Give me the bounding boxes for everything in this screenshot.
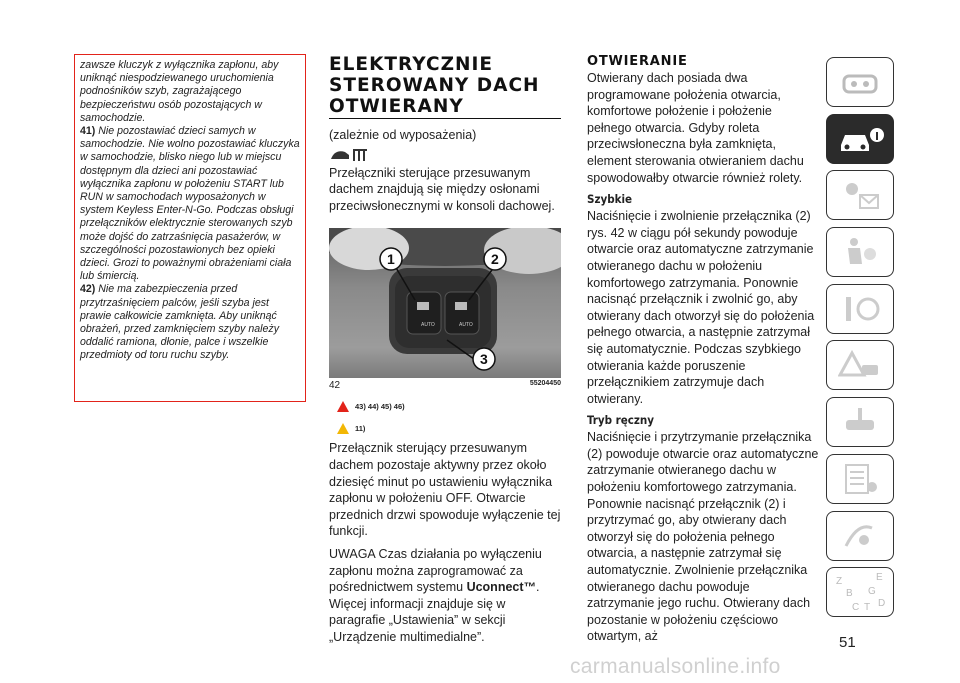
tab-emergency[interactable] — [826, 340, 894, 390]
paragraph: Przełącznik sterujący przesuwanym dachem pozostaje aktywny przez około dziesięć minut po ustawieniu wyłącznika zapłonu w położeniu OFF. Otwarcie przednich drzwi spowoduje wyłączenie tej funkcji. — [329, 441, 561, 539]
car-dashboard-icon — [838, 66, 882, 98]
subheading: Tryb ręczny — [587, 413, 655, 428]
warning-triangle-car-icon — [838, 347, 882, 383]
intro-text: Otwierany dach posiada dwa programowane położenia otwarcia, komfortowe położenie i położenie pełnego otwarcia. Gdyby roleta przeciwsłoneczna była zamknięta, element sterowania otwieraniem dachu spowodowałby otwarcie również rolety. — [587, 71, 804, 185]
tab-index[interactable] — [826, 567, 894, 617]
chapter-tabs — [826, 57, 896, 624]
tab-lights[interactable] — [826, 170, 894, 220]
note-refs — [337, 420, 561, 436]
title-line: OTWIERANY — [329, 96, 464, 117]
warning-box — [74, 54, 306, 402]
caution-triangle-icon — [337, 423, 349, 434]
title-rule — [329, 118, 561, 119]
index-letter: T — [864, 602, 871, 614]
paragraph: Naciśnięcie i zwolnienie przełącznika (2) rys. 42 w ciągu pół sekundy powoduje otwarcie oraz automatyczne zatrzymanie otwieranego dachu w położeniu komfortowego zatrzymania. Ponownie nacisnąć przełącznik i zwolnić go, aby otwierany dach otworzył się do położenia pełnego otwarcia, a następnie zatrzymał się automatycznie. Podczas szybkiego otwierania każde poruszenie przełącznikiem zatrzymuje dach otwierany. — [587, 209, 815, 406]
watermark: carmanualsonline.info — [570, 655, 781, 678]
switch-label: AUTO — [459, 322, 473, 329]
index-letters-icon — [830, 570, 890, 614]
note-text: . Więcej informacji znajduje się w paragrafie „Ustawienia” w sekcji „Urządzenie multimedialne”. — [329, 580, 540, 644]
page-number: 51 — [839, 634, 856, 651]
specs-list-icon — [838, 461, 882, 497]
index-letter: B — [846, 588, 853, 600]
option-note: (zależnie od wyposażenia) — [329, 128, 477, 142]
index-letter: E — [876, 572, 883, 584]
car-info-icon — [835, 123, 885, 155]
switch-label: AUTO — [421, 322, 435, 329]
tab-safety[interactable] — [826, 227, 894, 277]
callout-label: 2 — [491, 251, 499, 268]
figure-code: 55204450 — [529, 380, 561, 388]
note-refs-text: 11) — [355, 423, 366, 433]
warning-triangle-icon — [337, 401, 349, 412]
warning-text: Nie ma zabezpieczenia przed przytrzaśnięciem palców, jeśli szyba jest prawie całkowicie zamknięta. Aby uniknąć obrażeń, przed zamknięciem szyby należy oddalić ramiona, dłonie, palce i wszelkie przedmioty od toru ruchu szyby. — [80, 283, 280, 362]
tab-maintenance[interactable] — [826, 397, 894, 447]
title-line: ELEKTRYCZNIE — [329, 54, 493, 75]
warning-item-41 — [80, 125, 300, 283]
index-letter: Z — [836, 576, 843, 588]
warning-refs — [337, 398, 561, 414]
index-letter: D — [878, 598, 886, 610]
tab-car-info[interactable] — [826, 114, 894, 164]
roof-console-photo — [329, 228, 561, 378]
figure-number: 42 — [329, 380, 341, 392]
opening-section — [587, 54, 819, 645]
steering-wrench-icon — [838, 291, 882, 327]
section-title — [329, 54, 561, 117]
multimedia-icon — [838, 518, 882, 554]
paragraph: Naciśnięcie i przytrzymanie przełącznika (2) powoduje otwarcie oraz automatyczne zatrzymanie otwieranego dachu w położeniu komfortowego zatrzymania. Ponownie nacisnąć przełącznik (2) i przytrzymać go, aby otwierany dach otworzył się do położenia pełnego otwarcia, a następnie zatrzymał się automatycznie. Zwolnienie przełącznika otwieranego dachu powoduje zatrzymanie jego ruchu. Otwierany dach pozostanie w położeniu częściowo otwartym, aż — [587, 430, 819, 644]
wrench-car-icon — [838, 404, 882, 440]
seatbelt-airbag-icon — [838, 234, 882, 270]
figure-caption — [329, 378, 561, 392]
note-brand: Uconnect™ — [466, 580, 537, 595]
light-mail-icon — [838, 177, 882, 213]
warning-number: 41) — [80, 125, 96, 138]
intro-text: Przełączniki sterujące przesuwanym dachem znajdują się między osłonami przeciwsłonecznymi w konsoli dachowej. — [329, 165, 555, 213]
index-letter: G — [868, 586, 876, 598]
note-text: UWAGA Czas działania po wyłączeniu zapłonu można zaprogramować za pośrednictwem systemu — [329, 546, 542, 595]
callout-label: 1 — [387, 251, 395, 268]
warning-number: 42) — [80, 283, 96, 296]
subheading: Szybkie — [587, 192, 633, 207]
sunroof-section — [329, 54, 561, 646]
tab-multimedia[interactable] — [826, 511, 894, 561]
section-heading: OTWIERANIE — [587, 54, 688, 69]
equipment-icon — [329, 147, 561, 163]
note-paragraph — [329, 546, 561, 646]
tab-specs[interactable] — [826, 454, 894, 504]
tab-start-driving[interactable] — [826, 284, 894, 334]
callout-label: 3 — [480, 351, 488, 368]
warning-item-42 — [80, 283, 300, 362]
tab-dashboard[interactable] — [826, 57, 894, 107]
index-letter: C — [852, 602, 860, 614]
title-line: STEROWANY DACH — [329, 75, 540, 96]
warning-text: zawsze kluczyk z wyłącznika zapłonu, aby uniknąć niespodziewanego uruchomienia podnośników szyb, zagrażającego bezpieczeństwu osób pozostających w samochodzie. — [80, 59, 279, 124]
warning-text: Nie pozostawiać dzieci samych w samochodzie. Nie wolno pozostawiać kluczyka w samochodzie, blisko niego lub w miejscu dostępnym dla dzieci ani pozostawiać wyłącznika zapłonu w położeniu START lub RUN w samochodach wyposażonych w system Keyless Enter-N-Go. Podczas obsługi przełączników elektrycznie sterowanych szyb może dojść do zatrzaśnięcia pasażerów, w szczególności pozostawionych bez opieki dzieci. Grozi to poważnymi obrażeniami ciała lub śmiercią. — [80, 125, 300, 283]
warning-refs-text: 43) 44) 45) 46) — [355, 401, 405, 411]
